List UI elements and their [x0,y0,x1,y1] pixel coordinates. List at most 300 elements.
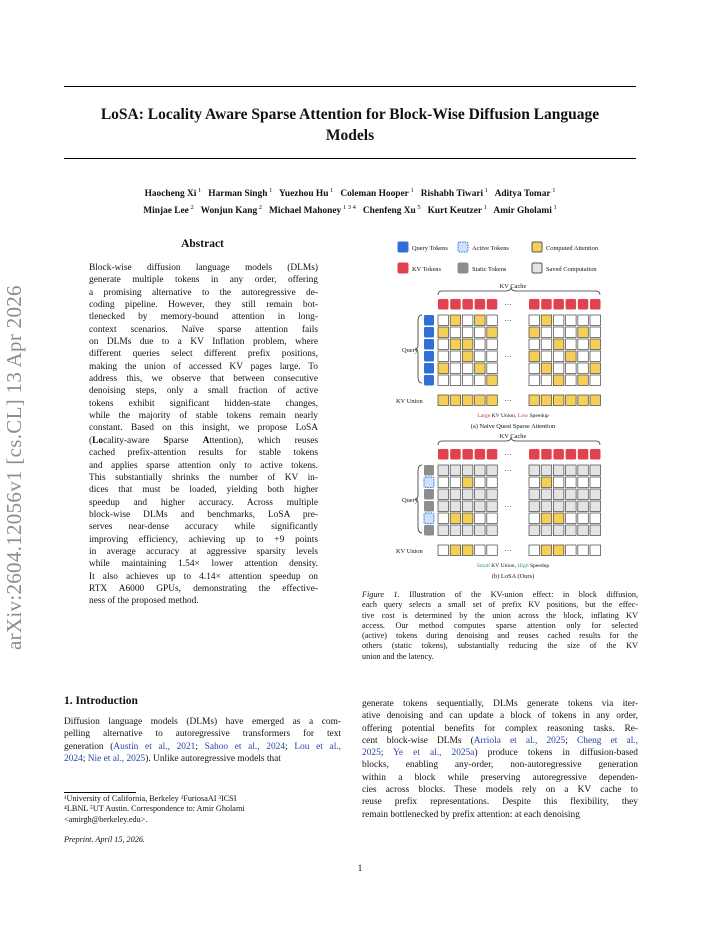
bottom-query-token [424,489,434,500]
citation-link[interactable]: Cheng et al., [577,735,638,746]
bottom-query-token [424,513,434,524]
top-kv-token [590,299,601,310]
footnote [64,794,341,825]
text-run: Illustration of the KV-union effect: in block diffusion, [399,590,638,599]
text-run: A [202,435,210,446]
text-run: union and the latency. [362,651,434,661]
bottom-attention-cell [450,513,461,524]
top-attention-cell [475,327,486,338]
top-attention-cell [462,315,473,326]
legend-active-swatch [458,242,468,252]
bottom-query-token [424,501,434,512]
top-attention-cell [553,375,564,386]
bottom-attention-cell [438,477,449,488]
bottom-attention-cell [529,501,540,512]
legend-label: Saved Computation [546,266,597,273]
caption-line [362,652,638,662]
bottom-attention-cell [450,525,461,536]
top-kv-token [553,299,564,310]
intro-line [362,723,638,735]
abstract-line: a promising alternative to the autoregressive de- [89,287,318,298]
bottom-attention-cell [475,489,486,500]
bottom-attention-cell [475,525,486,536]
top-attention-cell [590,363,601,374]
bottom-attention-cell [541,525,552,536]
top-attention-cell [529,351,540,362]
top-kv-token [475,299,486,310]
footnote-line: ⁴LBNL ⁵UT Austin. Correspondence to: Amir Gholami [64,804,245,814]
bottom-attention-cell [529,477,540,488]
bottom-attention-cell [529,489,540,500]
bottom-ellipsis: ··· [504,503,512,511]
bottom-attention-cell [578,501,589,512]
bottom-kv-union-cell [541,545,552,556]
title-line-1: LoSA: Locality Aware Sparse Attention for Block-Wise Diffusion Language [100,106,600,123]
top-attention-cell [541,351,552,362]
top-attention-cell [438,339,449,350]
text-run: access. Our method computes sparse attention only for selected [362,620,638,630]
top-attention-cell [553,363,564,374]
text-run: ). Unlike autoregressive models that [145,753,281,764]
abstract-line: constant. Based on this insight, we propose LoSA [89,423,318,434]
bottom-query-label: Query [402,497,418,504]
top-kv-union-cell [462,395,473,406]
abstract-line: It also achieves up to 4.14× attention speedup on [89,571,318,582]
author-affiliation: 1 [551,204,557,212]
bottom-attention-cell [462,477,473,488]
top-attention-cell [462,351,473,362]
top-kv-token [529,299,540,310]
top-attention-cell [578,363,589,374]
bottom-query-token [424,465,434,476]
top-attention-cell [450,351,461,362]
bottom-attention-cell [590,501,601,512]
text-run: each query selects a small set of prefix KV positions, but the effec- [362,600,638,610]
author-name: Minjae Lee [143,206,189,217]
top-speedup-note: Large KV Union, Low Speedup [477,413,549,419]
abstract-line: while maintaining 1.54× lower attention density. [89,559,318,570]
citation-link[interactable]: Ye et al., 2025a [393,748,475,759]
top-attention-cell [529,315,540,326]
intro-line [64,728,341,740]
intro-line [64,753,341,765]
top-attention-cell [590,375,601,386]
footnote-rule [64,792,136,793]
top-kv-union-cell [475,395,486,406]
top-query-token [424,315,434,326]
caption-line [362,621,638,631]
top-query-brace [415,315,422,383]
caption-line [362,631,638,641]
abstract-line: speedup and higher accuracy. Across multiple [89,497,318,508]
bottom-ellipsis: ··· [504,451,512,459]
footnote-line: <amirgh@berkeley.edu>. [64,814,148,824]
bottom-attention-cell [438,501,449,512]
bottom-attention-cell [487,465,498,476]
text-run: ; [565,735,577,746]
bottom-attention-cell [487,477,498,488]
abstract-body [89,262,318,608]
abstract-line: address this, we observe that between consecutive [89,374,318,385]
legend-label: Query Tokens [412,245,448,252]
abstract-line: cached prefix-attention results for stable tokens [89,448,318,459]
title-top-rule [64,86,636,87]
bottom-kv-union-cell [578,545,589,556]
author-name: Michael Mahoney [269,206,342,217]
top-attention-cell [475,351,486,362]
top-attention-cell [529,327,540,338]
bottom-attention-cell [475,513,486,524]
caption-line [362,641,638,651]
author-affiliation: 1 [408,187,414,194]
bottom-attention-cell [487,525,498,536]
section-heading-introduction: 1. Introduction [64,695,138,707]
author-affiliation: 1 [196,187,202,194]
bottom-kv-union-cell [590,545,601,556]
bottom-attention-cell [578,465,589,476]
top-kv-token [438,299,449,310]
bottom-kv-token [590,449,601,460]
top-attention-cell [438,351,449,362]
bottom-attention-cell [450,477,461,488]
top-attention-cell [487,351,498,362]
top-kv-union-cell [487,395,498,406]
author-affiliation: 1 [550,187,556,194]
bottom-attention-cell [541,501,552,512]
top-attention-cell [475,339,486,350]
top-ellipsis: ··· [504,317,512,325]
text-run: ttention), which reuses [209,435,319,446]
bottom-attention-cell [541,513,552,524]
bottom-attention-cell [541,477,552,488]
bottom-attention-cell [566,525,577,536]
top-attention-cell [529,363,540,374]
text-run: ; [82,753,88,764]
abstract-line: block-wise DLMs and benchmarks, LoSA pre- [89,509,318,520]
bottom-attention-cell [438,489,449,500]
author-affiliation: 2 [257,204,263,212]
bottom-query-token [424,477,434,488]
top-attention-cell [578,327,589,338]
legend-query-swatch [398,242,408,252]
author-name: Harman Singh [208,189,268,200]
bottom-attention-cell [590,489,601,500]
author-affiliation: 2 [188,204,194,212]
text-run: cality-aware [103,435,164,446]
caption-line [362,611,638,621]
bottom-kv-token [450,449,461,460]
top-subcaption: (a) Naive Quest Sparse Attention [470,423,556,430]
abstract-line: RTX A6000 GPUs, demonstrating the effective- [89,583,318,594]
text-run: S [163,435,169,446]
citation-link[interactable]: Nie et al., 2025 [87,753,146,764]
bottom-attention-cell [487,501,498,512]
bottom-kv-token [553,449,564,460]
top-attention-cell [590,351,601,362]
legend-label: Computed Attention [546,245,599,252]
bottom-attention-cell [438,513,449,524]
abstract-line: different queries select different prefix positions, [89,349,318,360]
title-line-2: Models [325,127,375,144]
top-query-token [424,327,434,338]
top-attention-cell [462,339,473,350]
bottom-attention-cell [487,513,498,524]
author-name: Aditya Tomar [494,189,551,200]
top-kv-union-cell [541,395,552,406]
bottom-attention-cell [475,465,486,476]
preprint-note: Preprint. April 15, 2026. [64,835,145,844]
top-kv-token [541,299,552,310]
author-row [64,201,636,218]
text-run: Lo [92,435,104,446]
bottom-attention-cell [541,489,552,500]
top-attention-cell [475,375,486,386]
top-attention-cell [566,351,577,362]
top-attention-cell [438,327,449,338]
top-attention-cell [566,339,577,350]
legend-computed-swatch [532,242,542,252]
bottom-attention-cell [566,501,577,512]
intro-line [362,772,638,784]
text-run: ; [195,741,205,752]
top-attention-cell [553,315,564,326]
top-attention-cell [590,327,601,338]
abstract-line: on DLMs due to a KV Inflation problem, where [89,337,318,348]
top-attention-cell [487,363,498,374]
citation-link[interactable]: Austin et al., 2021 [113,741,196,752]
text-run: ative denoising and can update a block of tokens in any order, [362,711,638,722]
top-query-token [424,363,434,374]
bottom-attention-cell [566,465,577,476]
bottom-subcaption: (b) LoSA (Ours) [491,573,535,580]
abstract-line: dices that must be loaded, yielding both higher [89,485,318,496]
bottom-kv-union-cell [566,545,577,556]
bottom-kv-union-cell [438,545,449,556]
abstract-line: making the union of accessed KV pages large. To [89,361,318,372]
top-query-token [424,339,434,350]
text-run: cent block-wise DLMs ( [362,735,474,746]
top-kv-token [578,299,589,310]
author-name: Coleman Hooper [340,189,409,200]
author-affiliation: 1 [328,187,334,194]
bottom-attention-cell [529,465,540,476]
bottom-kv-token [578,449,589,460]
top-attention-cell [578,315,589,326]
bottom-attention-cell [553,525,564,536]
top-kv-union-label: KV Union [396,398,423,405]
text-run: generation ( [64,741,114,752]
author-affiliation: 1 [483,187,489,194]
text-run: blocks, enabling any-order, non-autoregressive generation [362,760,638,771]
bottom-attention-cell [566,513,577,524]
bottom-kv-token [475,449,486,460]
citation-link[interactable]: 2025 [362,748,381,759]
author-name: Kurt Keutzer [427,206,483,217]
bottom-kv-token [462,449,473,460]
text-run: Diffusion language models (DLMs) have emerged as a com- [64,717,341,727]
top-kv-token [566,299,577,310]
bottom-query-brace [415,465,422,533]
abstract-line: context scenarios. Naïve sparse attention fails [89,324,318,335]
bottom-attention-cell [590,465,601,476]
bottom-kv-union-cell [450,545,461,556]
top-attention-cell [475,363,486,374]
abstract-line: in average accuracy at aggressive sparsity levels [89,546,318,557]
bottom-kv-token [566,449,577,460]
bottom-ellipsis: ··· [504,547,512,555]
citation-link[interactable]: Sahoo et al., 2024 [204,741,286,752]
top-query-label: Query [402,347,418,354]
intro-line [362,735,638,747]
citation-link[interactable]: Arriola et al., 2025 [473,735,566,746]
caption-line [362,600,638,610]
text-run: ( [89,435,93,446]
abstract-line: Block-wise diffusion language models (DLMs) [89,263,318,273]
author-name: Amir Gholami [493,206,552,217]
intro-line [362,809,638,821]
top-kv-union-cell [529,395,540,406]
bottom-attention-cell [450,465,461,476]
bottom-kv-union-cell [553,545,564,556]
author-name: Rishabh Tiwari [420,189,484,200]
figure-caption [362,590,638,662]
paper-title [64,104,636,146]
bottom-kv-token [529,449,540,460]
top-attention-cell [553,339,564,350]
text-run: generate tokens sequentially, DLMs generate tokens via iter- [362,699,638,709]
top-kv-union-cell [438,395,449,406]
text-run: remain bottlenecked by prefix attention: at each denoising [362,809,580,820]
author-name: Chenfeng Xu [362,206,416,217]
top-attention-cell [578,351,589,362]
text-run: Figure 1. [362,590,400,599]
bottom-attention-cell [529,513,540,524]
top-attention-cell [529,375,540,386]
legend-static-swatch [458,263,468,273]
bottom-attention-cell [475,477,486,488]
bottom-attention-cell [553,477,564,488]
top-attention-cell [487,327,498,338]
abstract-line: generate multiple tokens in any order, offering [89,275,318,286]
citation-link[interactable]: 2024 [64,753,83,764]
top-attention-cell [590,315,601,326]
top-attention-cell [438,363,449,374]
bottom-kv-union-cell [529,545,540,556]
bottom-attention-cell [566,477,577,488]
bottom-attention-cell [462,513,473,524]
top-attention-cell [590,339,601,350]
top-attention-cell [541,375,552,386]
text-run: tive cost is determined by the union across the block, inflating KV [362,610,638,620]
author-affiliation: 1 3 4 [341,204,356,212]
top-query-token [424,375,434,386]
abstract-line: while the majority of stable tokens remain nearly [89,411,318,422]
abstract-line: improving efficiency, achieving up to +9 points [89,534,318,545]
top-query-token [424,351,434,362]
top-attention-cell [553,351,564,362]
intro-line [362,710,638,722]
bottom-attention-cell [578,513,589,524]
bottom-kv-cache-label: KV Cache [499,433,527,440]
bottom-kv-union-cell [487,545,498,556]
citation-link[interactable]: Lou et al., [294,741,341,752]
top-kv-token [450,299,461,310]
author-affiliation: 1 [267,187,273,194]
text-run: (active) tokens during denoising and reuses cached results for the [362,631,638,641]
top-kv-token [487,299,498,310]
abstract-line: denoising steps, only a small fraction of active [89,386,318,397]
top-ellipsis: ··· [504,301,512,309]
abstract-line: tlenecked by memory-bound attention in long- [89,312,318,323]
top-attention-cell [541,363,552,374]
author-name: Wonjun Kang [200,206,258,217]
intro-line [362,698,638,710]
top-attention-cell [566,375,577,386]
abstract-line: serves near-dense accuracy while significantly [89,522,318,533]
top-attention-cell [566,315,577,326]
bottom-attention-cell [438,525,449,536]
footnote-line: ¹University of California, Berkeley ²FuriosaAI ³ICSI [64,794,237,803]
bottom-attention-cell [462,489,473,500]
top-attention-cell [566,327,577,338]
legend-label: Active Tokens [472,245,509,252]
bottom-kv-token [438,449,449,460]
author-name: Haocheng Xi [144,189,197,200]
bottom-attention-cell [450,489,461,500]
author-affiliation: 1 [482,204,487,212]
text-run: others (static tokens), substantially reducing the size of the KV [362,641,638,651]
bottom-attention-cell [553,501,564,512]
intro-line [64,716,341,728]
bottom-attention-cell [578,477,589,488]
intro-line [362,784,638,796]
bottom-attention-cell [590,525,601,536]
bottom-kv-union-cell [475,545,486,556]
text-run: pelling alternative to autoregressive transformers for text [64,729,341,740]
intro-left-column [64,716,341,765]
top-attention-cell [566,363,577,374]
top-attention-cell [541,327,552,338]
top-attention-cell [462,327,473,338]
bottom-attention-cell [487,489,498,500]
bottom-attention-cell [590,513,601,524]
top-attention-cell [438,315,449,326]
top-attention-cell [578,339,589,350]
bottom-attention-cell [553,489,564,500]
text-run: ) produce tokens in diffusion-based [474,748,638,759]
bottom-kv-union-cell [462,545,473,556]
top-kv-cache-label: KV Cache [499,283,527,290]
bottom-kv-token [487,449,498,460]
legend-saved-swatch [532,263,542,273]
bottom-attention-cell [462,501,473,512]
top-attention-cell [541,339,552,350]
bottom-kv-token [541,449,552,460]
top-ellipsis: ··· [504,353,512,361]
top-kv-union-cell [553,395,564,406]
intro-line [362,796,638,808]
intro-line [362,759,638,771]
top-kv-union-cell [566,395,577,406]
abstract-line: tokens exhibit significant hidden-state changes, [89,398,318,409]
top-attention-cell [450,327,461,338]
legend-label: Static Tokens [472,266,507,273]
bottom-attention-cell [462,525,473,536]
top-attention-cell [462,375,473,386]
top-attention-cell [553,327,564,338]
top-ellipsis: ··· [504,397,512,405]
top-attention-cell [487,339,498,350]
